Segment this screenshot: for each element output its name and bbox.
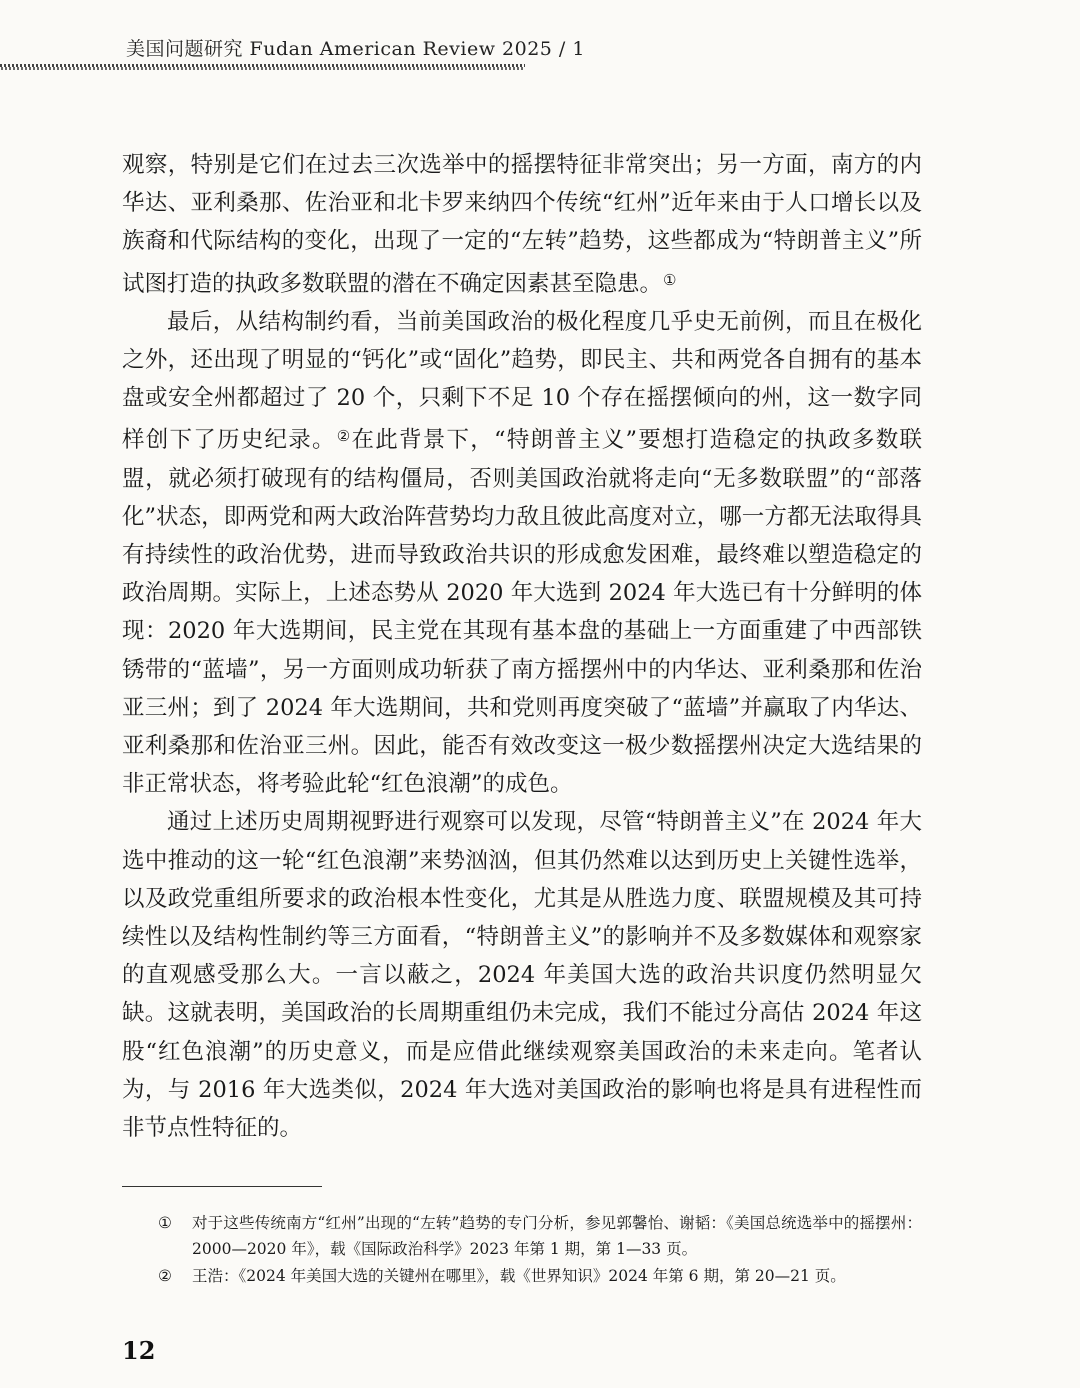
paragraph-3-text: 通过上述历史周期视野进行观察可以发现，尽管“特朗普主义”在 2024 年大选中推动的这一轮“红色浪潮”来势汹汹，但其仍然难以达到历史上关键性选举，以及政党重组所要求的政治根本性变化，尤其是从胜选力度、联盟规模及其可持续性以及结构性制约等三方面看，“特朗普主义”的影响并不及多数媒体和观察家的直观感受那么大。一言以蔽之，2024 年美国大选的政治共识度仍然明显欠缺。这就表明，美国政治的长周期重组仍未完成，我们不能过分高估 2024 年这股“红色浪潮”的历史意义，而是应借此继续观察美国政治的未来走向。笔者认为，与 2016 年大选类似，2024 年大选对美国政治的影响也将是具有进程性而非节点性特征的。 [122,809,922,1142]
running-header: 美国问题研究 Fudan American Review 2025 / 1 [126,38,585,60]
footnote-2 [122,1263,922,1289]
footnote-divider [122,1186,322,1187]
paragraph-2-text: 最后，从结构制约看，当前美国政治的极化程度几乎史无前例，而且在极化之外，还出现了明显的“钙化”或“固化”趋势，即民主、共和两党各自拥有的基本盘或安全州都超过了 20 个，只剩下不足 10 个存在摇摆倾向的州，这一数字同样创下了历史纪录。 [122,308,922,454]
paragraph-1 [122,146,922,303]
paragraph-2 [122,303,922,804]
footnote-2-text: 王浩：《2024 年美国大选的关键州在哪里》，载《世界知识》2024 年第 6 期，第 20—21 页。 [192,1267,846,1285]
paragraph-3 [122,803,922,1147]
paragraph-1-text: 观察，特别是它们在过去三次选举中的摇摆特征非常突出；另一方面，南方的内华达、亚利桑那、佐治亚和北卡罗来纳四个传统“红州”近年来由于人口增长以及族裔和代际结构的变化，出现了一定的“左转”趋势，这些都成为“特朗普主义”所试图打造的执政多数联盟的潜在不确定因素甚至隐患。 [122,152,922,297]
footnote-ref-1[interactable]: ① [663,270,677,289]
page-number: 12 [122,1336,156,1365]
footnote-1 [122,1210,922,1262]
footnote-1-text: 对于这些传统南方“红州”出现的“左转”趋势的专门分析，参见郭馨怡、谢韬：《美国总统选举中的摇摆州：2000—2020 年》，载《国际政治科学》2023 年第 1 期，第 1—33 页。 [192,1214,922,1258]
footnote-1-mark: ① [158,1214,172,1232]
body-text [122,146,922,1147]
paragraph-2-text-cont: 在此背景下，“特朗普主义”要想打造稳定的执政多数联盟，就必须打破现有的结构僵局，否则美国政治就将走向“无多数联盟”的“部落化”状态，即两党和两大政治阵营势均力敌且彼此高度对立，哪一方都无法取得具有持续性的政治优势，进而导致政治共识的形成愈发困难，最终难以塑造稳定的政治周期。实际上，上述态势从 2020 年大选到 2024 年大选已有十分鲜明的体现：2020 年大选期间，民主党在其现有基本盘的基础上一方面重建了中西部铁锈带的“蓝墙”，另一方面则成功斩获了南方摇摆州中的内华达、亚利桑那和佐治亚三州；到了 2024 年大选期间，共和党则再度突破了“蓝墙”并赢取了内华达、亚利桑那和佐治亚三州。因此，能否有效改变这一极少数摇摆州决定大选结果的非正常状态，将考验此轮“红色浪潮”的成色。 [122,427,922,798]
header-rule [0,64,525,70]
footnotes [122,1210,922,1290]
footnote-ref-2[interactable]: ② [336,427,352,446]
footnote-2-mark: ② [158,1267,172,1285]
